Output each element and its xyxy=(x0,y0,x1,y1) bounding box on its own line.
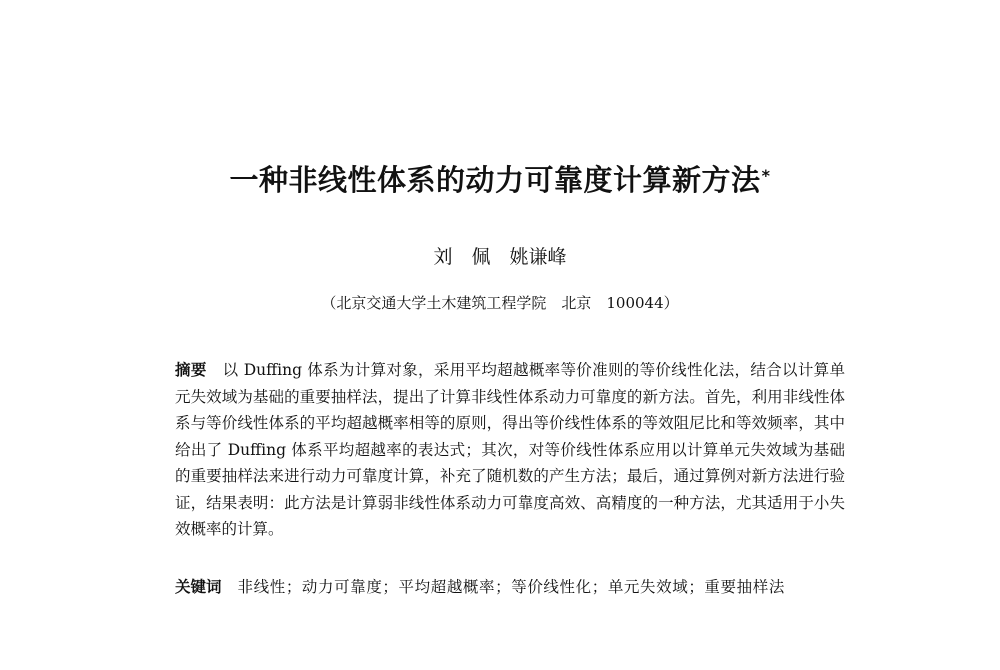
abstract-label: 摘要 xyxy=(175,361,207,379)
keywords xyxy=(175,573,845,602)
abstract-text: 以 Duffing 体系为计算对象，采用平均超越概率等价准则的等价线性化法，结合以计算单元失效域为基础的重要抽样法，提出了计算非线性体系动力可靠度的新方法。首先，利用非线性体系与等价线性体系的平均超越概率相等的原则，得出等价线性体系的等效阻尼比和等效频率，其中给出了 Duffing 体系平均超越率的表达式；其次，对等价线性体系应用以计算单元失效域为基础的重要抽样法来进行动力可靠度计算，补充了随机数的产生方法；最后，通过算例对新方法进行验证，结果表明：此方法是计算弱非线性体系动力可靠度高效、高精度的一种方法，尤其适用于小失效概率的计算。 xyxy=(175,361,845,538)
paper-title xyxy=(0,160,1000,200)
affiliation: （北京交通大学土木建筑工程学院 北京 100044） xyxy=(321,294,679,312)
keywords-label: 关键词 xyxy=(175,578,222,596)
title-footnote-mark: * xyxy=(761,166,771,185)
authors: 刘 佩 姚谦峰 xyxy=(433,246,567,268)
title-text: 一种非线性体系的动力可靠度计算新方法 xyxy=(229,163,761,197)
abstract xyxy=(175,357,845,543)
keywords-text: 非线性；动力可靠度；平均超越概率；等价线性化；单元失效域；重要抽样法 xyxy=(237,578,785,596)
